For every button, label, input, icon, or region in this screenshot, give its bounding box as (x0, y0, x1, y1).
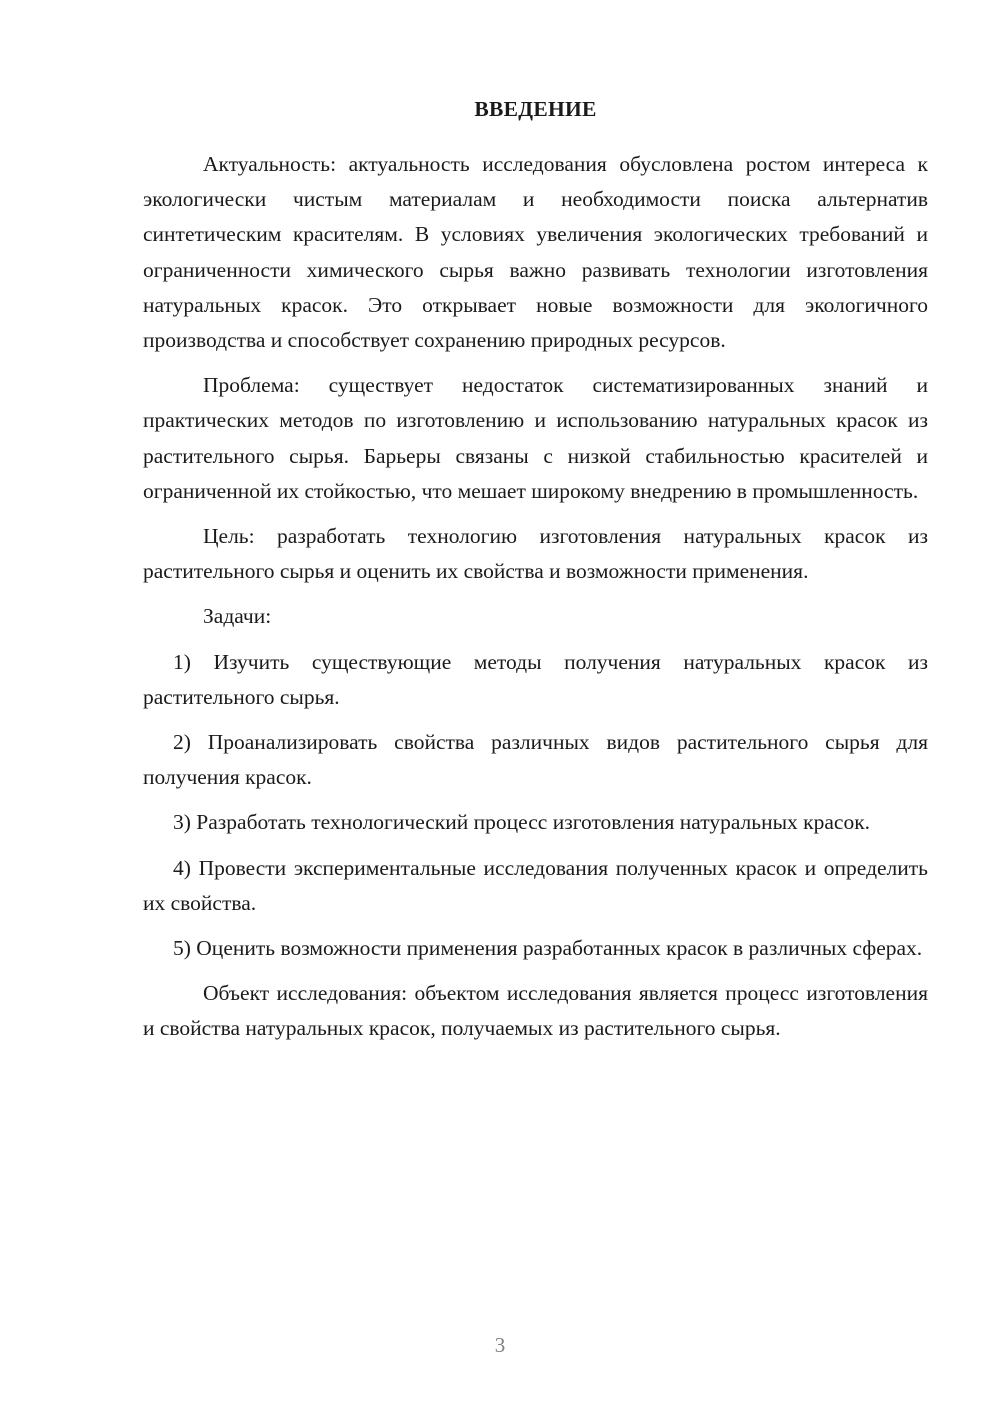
task-item-4: 4) Провести экспериментальные исследования полученных красок и определить их свойства. (143, 855, 928, 915)
task-item-3: 3) Разработать технологический процесс изготовления натуральных красок. (173, 810, 871, 835)
problem-paragraph: Проблема: существует недостаток систематизированных знаний и практических методов по изготовлению и использованию натуральных красок из растительного сырья. Барьеры связаны с низкой стабильностью красителей и ограниченной их стойкостью, что мешает широкому внедрению в промышленность. (143, 373, 928, 503)
task-item-1: 1) Изучить существующие методы получения натуральных красок из растительного сырья. (143, 649, 928, 709)
section-title: ВВЕДЕНИЕ (474, 97, 597, 121)
document-page (143, 92, 928, 1047)
object-paragraph: Объект исследования: объектом исследования является процесс изготовления и свойства натуральных красок, получаемых из растительного сырья. (143, 981, 928, 1041)
tasks-heading: Задачи: (203, 604, 272, 629)
page-number: 3 (494, 1333, 506, 1357)
task-item-2: 2) Проанализировать свойства различных видов растительного сырья для получения красок. (143, 730, 928, 790)
task-item-5: 5) Оценить возможности применения разработанных красок в различных сферах. (173, 936, 923, 961)
goal-paragraph: Цель: разработать технологию изготовления натуральных красок из растительного сырья и оценить их свойства и возможности применения. (143, 524, 928, 584)
relevance-paragraph: Актуальность: актуальность исследования обусловлена ростом интереса к экологически чистым материалам и необходимости поиска альтернатив синтетическим красителям. В условиях увеличения экологических требований и ограниченности химического сырья важно развивать технологии изготовления натуральных красок. Это открывает новые возможности для экологичного производства и способствует сохранению природных ресурсов. (143, 152, 928, 353)
